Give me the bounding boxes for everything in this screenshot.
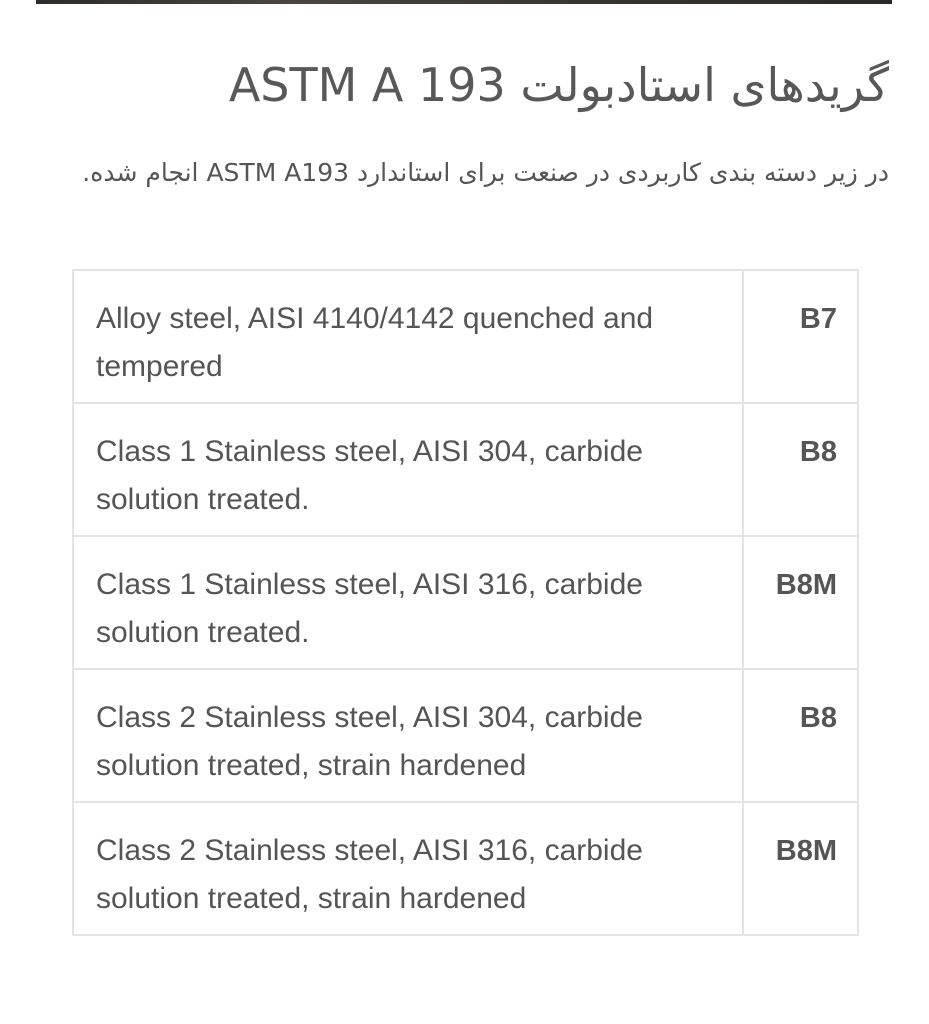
grade-description: Class 2 Stainless steel, AISI 316, carbide solution treated, strain hardened	[73, 802, 743, 935]
intro-paragraph: در زیر دسته بندی کاربردی در صنعت برای استاندارد ASTM A193 انجام شده.	[82, 158, 889, 187]
grade-code: B8	[743, 669, 858, 802]
grade-code: B7	[743, 270, 858, 403]
header-image-edge	[36, 0, 892, 4]
page-heading: گریدهای استادبولت ASTM A 193	[228, 58, 889, 112]
table-row	[73, 270, 858, 403]
grade-code: B8M	[743, 802, 858, 935]
grade-code: B8	[743, 403, 858, 536]
table-row	[73, 669, 858, 802]
grade-description: Class 1 Stainless steel, AISI 316, carbide solution treated.	[73, 536, 743, 669]
table-row	[73, 403, 858, 536]
grade-description: Alloy steel, AISI 4140/4142 quenched and tempered	[73, 270, 743, 403]
grade-description: Class 1 Stainless steel, AISI 304, carbide solution treated.	[73, 403, 743, 536]
table-row	[73, 802, 858, 935]
table-row	[73, 536, 858, 669]
grade-code: B8M	[743, 536, 858, 669]
grades-table	[72, 269, 859, 936]
grade-description: Class 2 Stainless steel, AISI 304, carbide solution treated, strain hardened	[73, 669, 743, 802]
